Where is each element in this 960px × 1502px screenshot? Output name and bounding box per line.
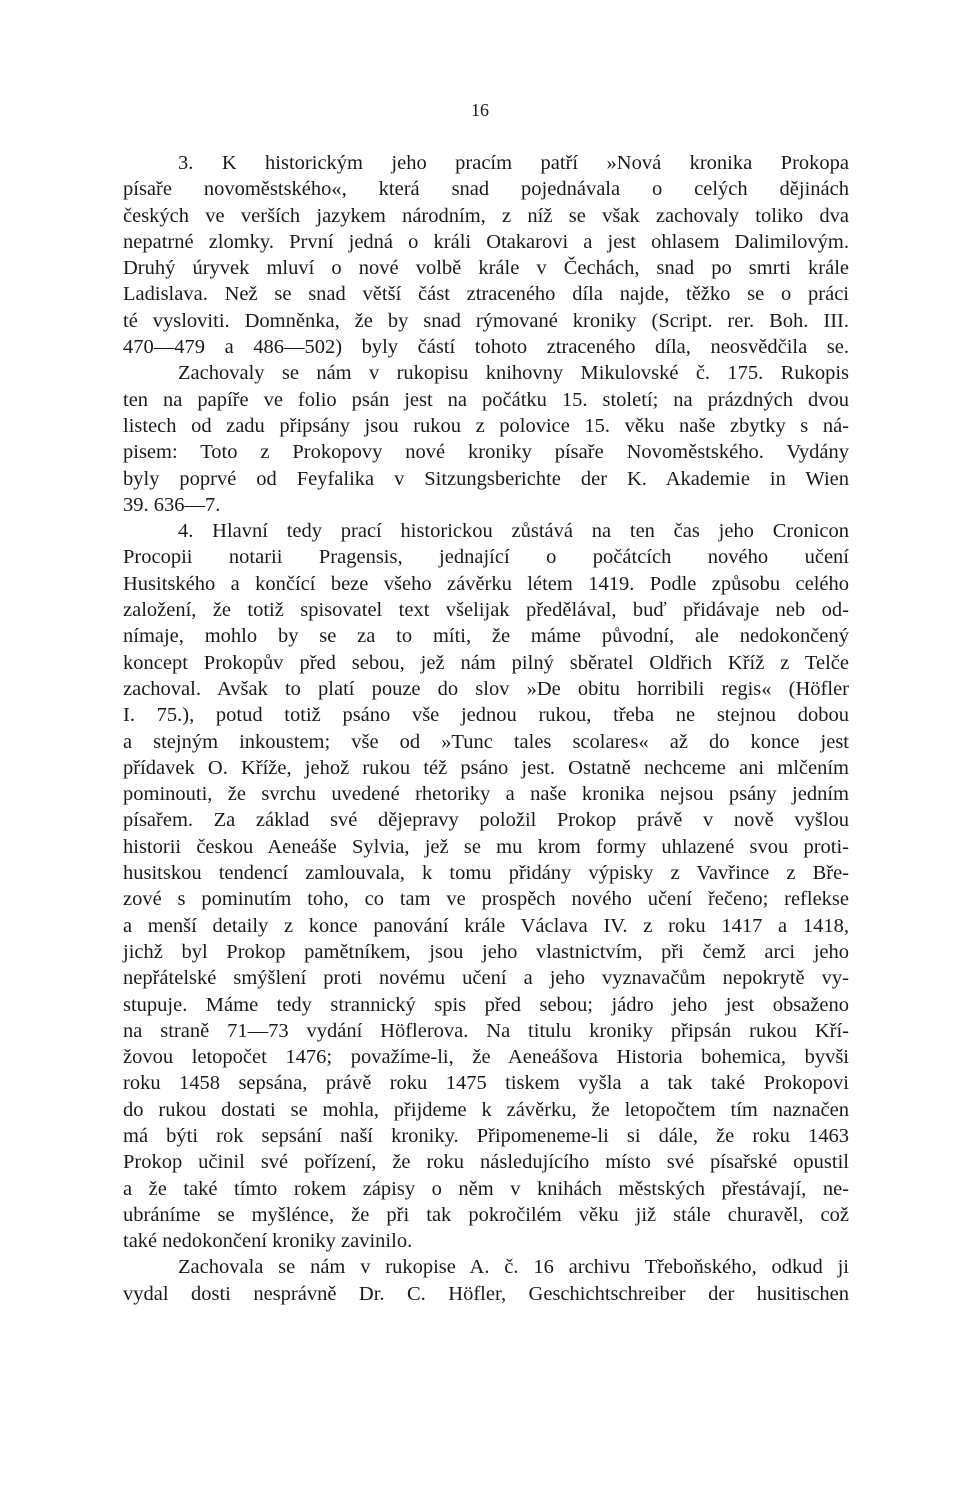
text-line: koncept Prokopův před sebou, jež nám pilný sběratel Oldřich Kříž z Telče xyxy=(123,651,849,674)
text-line: žovou letopočet 1476; považíme-li, že Aeneášova Historia bohemica, byvši xyxy=(123,1046,849,1069)
text-line: písařem. Za základ své dějepravy položil Prokop právě v nově vyšlou xyxy=(123,809,849,832)
text-line: byly poprvé od Feyfalika v Sitzungsberichte der K. Akademie in Wien xyxy=(123,467,849,490)
text-line: zachoval. Avšak to platí pouze do slov »De obitu horribili regis« (Höfler xyxy=(123,677,849,700)
text-line: stupuje. Máme tedy strannický spis před sebou; jádro jeho jest obsaženo xyxy=(123,993,849,1016)
text-line: Prokop učinil své pořízení, že roku následujícího místo své písařské opustil xyxy=(123,1151,849,1174)
text-line: 3. K historickým jeho pracím patří »Nová kronika Prokopa xyxy=(178,152,849,174)
text-line: nepatrné zlomky. První jedná o králi Otakarovi a jest ohlasem Dalimilovým. xyxy=(123,230,849,253)
text-line: 4. Hlavní tedy prací historickou zůstává na ten čas jeho Cronicon xyxy=(178,520,849,543)
text-line: do rukou dostati se mohla, přijdeme k závěrku, že letopočtem tím naznačen xyxy=(123,1098,849,1121)
text-line: českých ve verších jazykem národním, z níž se však zachovaly toliko dva xyxy=(123,204,849,227)
text-line: pisem: Toto z Prokopovy nové kroniky písaře Novoměstského. Vydány xyxy=(123,441,849,464)
text-line: Zachovaly se nám v rukopisu knihovny Mikulovské č. 175. Rukopis xyxy=(178,362,849,385)
text-line: jichž byl Prokop pamětníkem, jsou jeho vlastnictvím, při čemž arci jeho xyxy=(123,940,849,963)
page-number: 16 xyxy=(471,100,489,120)
text-line: má býti rok sepsání naší kroniky. Připomeneme-li si dále, že roku 1463 xyxy=(123,1124,849,1147)
text-line: I. 75.), potud totiž psáno vše jednou rukou, třeba ne stejnou dobou xyxy=(123,704,849,727)
text-line: zové s pominutím toho, co tam ve prospěch nového učení řečeno; reflekse xyxy=(123,888,849,911)
text-line: 470—479 a 486—502) byly částí tohoto ztraceného díla, neosvědčila se. xyxy=(123,336,849,359)
text-line: založení, že totiž spisovatel text všelijak předělával, buď přidávaje neb od- xyxy=(123,599,849,622)
text-line: a že také tímto rokem zápisy o něm v knihách městských přestávají, ne- xyxy=(123,1177,849,1200)
text-line: Zachovala se nám v rukopise A. č. 16 archivu Třeboňského, odkud ji xyxy=(178,1256,849,1279)
text-line: také nedokončení kroniky zavinilo. xyxy=(123,1230,413,1253)
text-line: pominouti, že svrchu uvedené rhetoriky a naše kronika nejsou psány jedním xyxy=(123,783,849,806)
text-line: přídavek O. Kříže, jehož rukou též psáno jest. Ostatně nechceme ani mlčením xyxy=(123,756,849,779)
text-line: písaře novoměstského«, která snad pojednávala o celých dějinách xyxy=(123,178,849,201)
text-line: té vysloviti. Domněnka, že by snad rýmované kroniky (Script. rer. Boh. III. xyxy=(123,309,849,332)
text-line: husitskou tendencí zamlouvala, k tomu přidány výpisky z Vavřince z Bře- xyxy=(123,862,849,885)
text-line: Druhý úryvek mluví o nové volbě krále v Čechách, snad po smrti krále xyxy=(123,257,849,280)
text-line: nepřátelské smýšlení proti novému učení a jeho vyznavačům nepokrytě vy- xyxy=(123,967,849,990)
text-line: Husitského a končící beze všeho závěrku létem 1419. Podle způsobu celého xyxy=(123,572,849,595)
text-line: roku 1458 sepsána, právě roku 1475 tiskem vyšla a tak také Prokopovi xyxy=(123,1072,849,1095)
text-line: Procopii notarii Pragensis, jednající o počátcích nového učení xyxy=(123,546,849,569)
text-line: nímaje, mohlo by se za to míti, že máme původní, ale nedokončený xyxy=(123,625,849,648)
body-text xyxy=(123,150,849,1307)
text-line: 39. 636—7. xyxy=(123,493,221,516)
text-line: na straně 71—73 vydání Höflerova. Na titulu kroniky připsán rukou Kří- xyxy=(123,1019,849,1042)
text-line: vydal dosti nesprávně Dr. C. Höfler, Geschichtschreiber der husitischen xyxy=(123,1282,849,1305)
text-line: Ladislava. Než se snad větší část ztraceného díla najde, těžko se o práci xyxy=(123,283,849,306)
text-line: historii českou Aeneáše Sylvia, jež se mu krom formy uhlazené svou proti- xyxy=(123,835,849,858)
text-line: a stejným inkoustem; vše od »Tunc tales scolares« až do konce jest xyxy=(123,730,849,753)
text-line: listech od zadu připsány jsou rukou z polovice 15. věku naše zbytky s ná- xyxy=(123,414,849,437)
text-line: ubráníme se myšlénce, že při tak pokročilém věku již stále churavěl, což xyxy=(123,1203,849,1226)
text-line: a menší detaily z konce panování krále Václava IV. z roku 1417 a 1418, xyxy=(123,914,849,937)
text-line: ten na papíře ve folio psán jest na počátku 15. století; na prázdných dvou xyxy=(123,388,849,411)
